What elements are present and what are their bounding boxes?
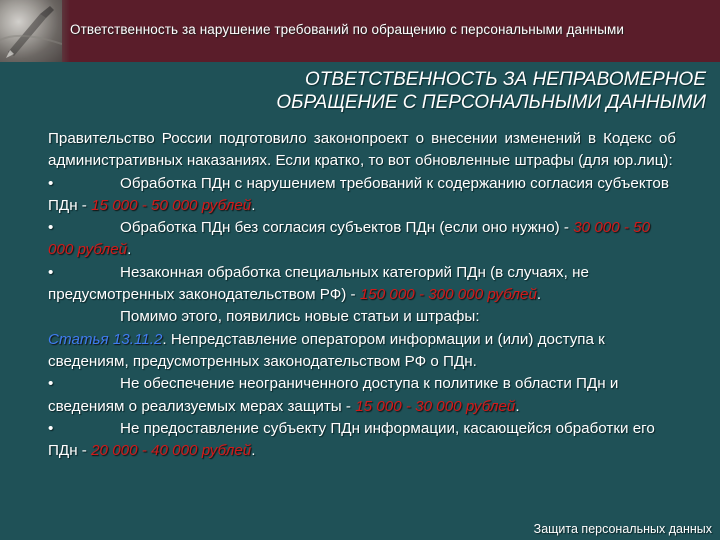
slide-content bbox=[48, 128, 676, 462]
fine-amount: 15 000 - 30 000 рублей bbox=[355, 397, 516, 415]
list-item bbox=[48, 173, 676, 218]
slide-panel bbox=[0, 62, 720, 540]
bullet-icon: • bbox=[48, 174, 54, 192]
fine-amount: 20 000 - 40 000 рублей bbox=[91, 442, 252, 460]
list-item-text: Не обеспечение неограниченного доступа к политике в области ПДн и сведениям о реализуемых мерах защиты - bbox=[48, 375, 619, 415]
article-label: Статья 13.11.2 bbox=[48, 330, 163, 348]
bullet-icon: • bbox=[48, 219, 54, 237]
slide-title-line2: ОБРАЩЕНИЕ С ПЕРСОНАЛЬНЫМИ ДАННЫМИ bbox=[276, 92, 706, 113]
list-item-tail: . bbox=[536, 286, 542, 304]
header-title: Ответственность за нарушение требований по обращению с персональными данными bbox=[70, 22, 625, 37]
intro-paragraph: Правительство России подготовило законопроект о внесении изменений в Кодекс об административных наказаниях. Если кратко, то вот обновленные штрафы (для юр.лиц): bbox=[48, 130, 676, 170]
slide-title bbox=[86, 68, 706, 114]
fine-amount: 150 000 - 300 000 рублей bbox=[359, 286, 537, 304]
list-item-text: Незаконная обработка специальных категорий ПДн (в случаях, не предусмотренных законодательством РФ) - bbox=[48, 263, 589, 304]
list-item-tail: . bbox=[127, 241, 132, 259]
bullet-icon: • bbox=[48, 263, 54, 281]
fine-amount: 30 000 - 50 000 рублей bbox=[48, 219, 651, 259]
fountain-pen-icon bbox=[0, 0, 62, 62]
article-paragraph bbox=[48, 329, 676, 374]
list-item bbox=[48, 262, 676, 307]
bullet-icon: • bbox=[48, 375, 54, 393]
footer-text: Защита персональных данных bbox=[533, 522, 712, 536]
header-bar bbox=[0, 0, 720, 62]
list-item bbox=[48, 373, 676, 418]
bullet-icon: • bbox=[48, 419, 54, 437]
list-item bbox=[48, 217, 676, 262]
list-item-text: Обработка ПДн с нарушением требований к содержанию согласия субъектов ПДн - bbox=[48, 174, 669, 214]
slide-title-line1: ОТВЕТСТВЕННОСТЬ ЗА НЕПРАВОМЕРНОЕ bbox=[305, 69, 706, 90]
list-item-text: Не предоставление субъекту ПДн информации, касающейся обработки его ПДн - bbox=[48, 419, 655, 460]
list-item-tail: . bbox=[251, 196, 256, 214]
article-text: . Непредставление оператором информации и (или) доступа к сведениям, предусмотренных законодательством РФ о ПДн. bbox=[48, 330, 605, 370]
list-item bbox=[48, 418, 676, 463]
extra-paragraph: Помимо этого, появились новые статьи и штрафы: bbox=[120, 308, 480, 326]
list-item-tail: . bbox=[515, 397, 520, 415]
list-item-text: Обработка ПДн без согласия субъектов ПДн (если оно нужно) - bbox=[120, 219, 574, 237]
fine-amount: 15 000 - 50 000 рублей bbox=[91, 196, 252, 214]
list-item-tail: . bbox=[251, 442, 256, 460]
